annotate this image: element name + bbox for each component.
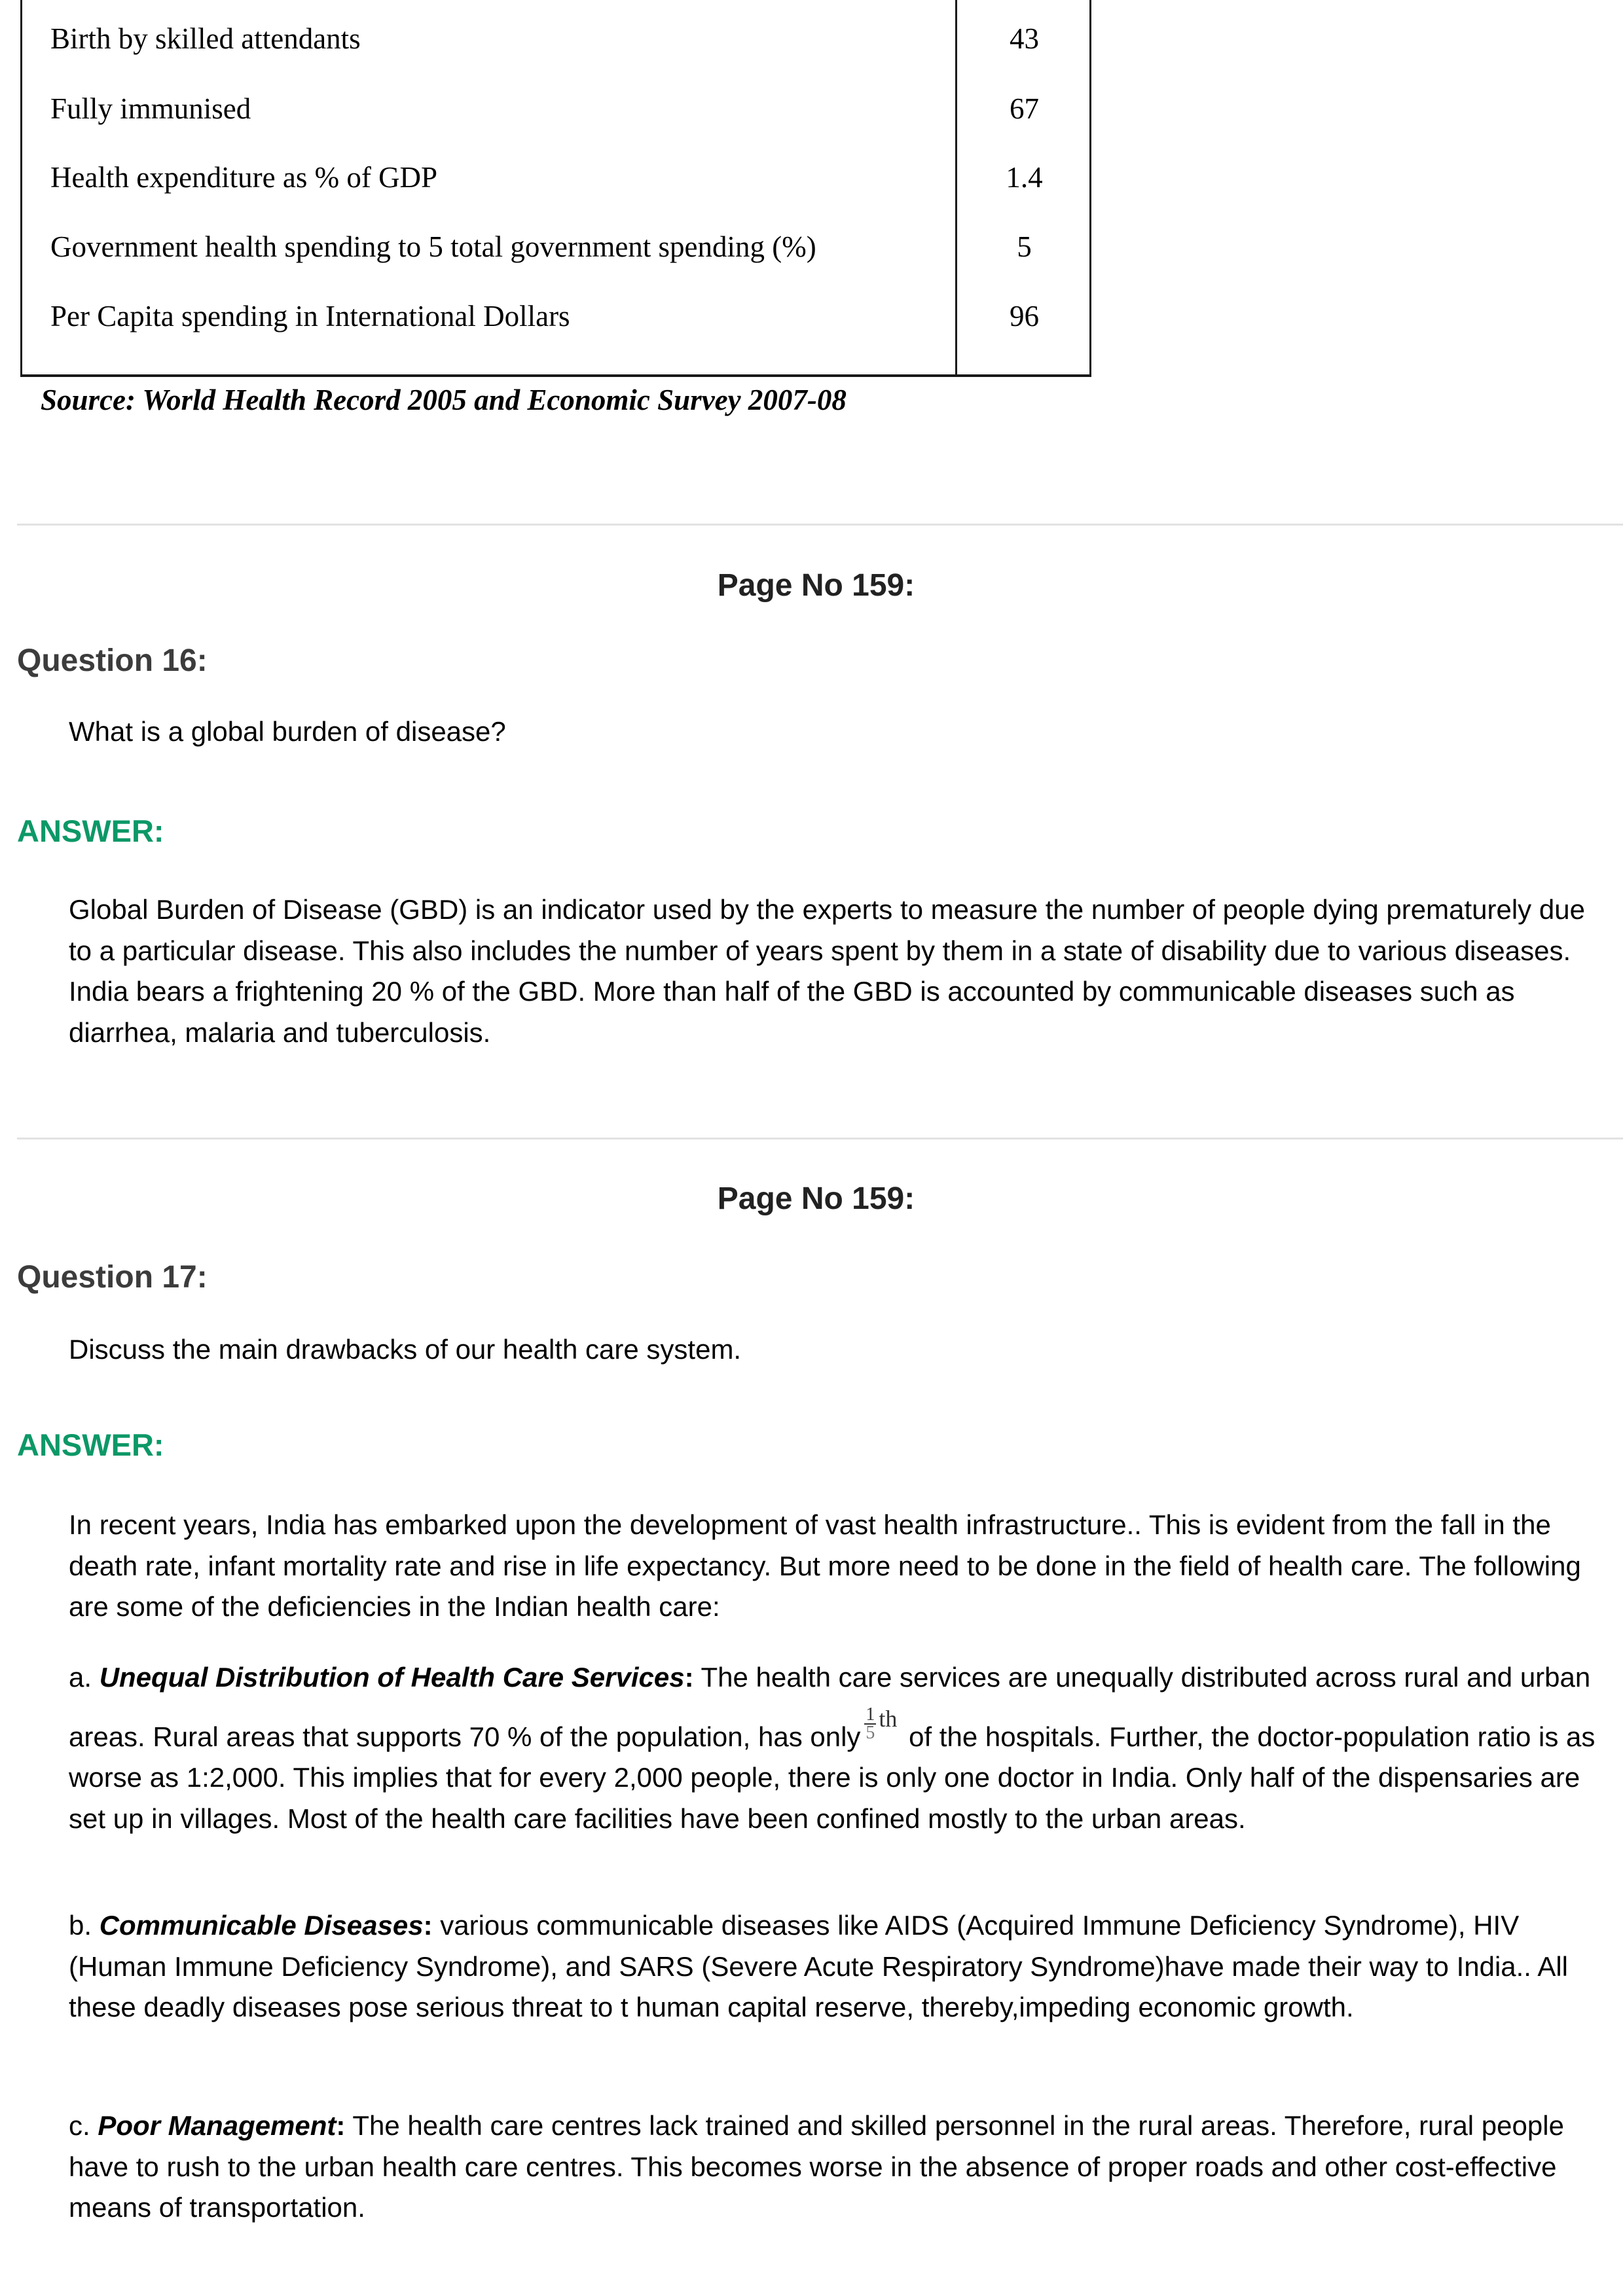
page-number-heading: Page No 159: — [717, 1181, 915, 1216]
question-text: What is a global burden of disease? — [69, 716, 506, 747]
fraction-suffix: th — [879, 1705, 898, 1732]
table-row-label: Birth by skilled attendants — [50, 22, 361, 55]
answer-label: ANSWER: — [17, 1427, 164, 1462]
table-row-value: 5 — [1017, 230, 1032, 263]
point-marker: b. — [69, 1910, 92, 1941]
point-marker: a. — [69, 1662, 92, 1693]
point-colon: : — [336, 2110, 346, 2141]
answer-paragraph: Global Burden of Disease (GBD) is an indicator used by the experts to measure the number of people dying prematurely due to a particular disease. This also includes the number of years spent by them in a state of disability due to various diseases. India bears a frightening 20 % of the GBD. More than half of the GBD is accounted by communicable diseases such as diarrhea, malaria and tuberculosis. — [69, 894, 1585, 1048]
section-divider — [17, 524, 1623, 526]
point-text-continued: of the hospitals. Further, the doctor-population ratio is as worse as 1:2,000. This implies that for every 2,000 people, there is only one doctor in India. Only half of the dispensaries are set up in villages. Most of the health care facilities have been confined mostly to the urban areas. — [69, 1721, 1596, 1834]
point-heading: Communicable Diseases — [99, 1910, 424, 1941]
fraction-numerator: 1 — [866, 1704, 875, 1725]
answer-point-a — [69, 1657, 1614, 1839]
page-number-heading: Page No 159: — [717, 568, 915, 603]
fraction-one-fifth — [864, 1706, 876, 1742]
question-label: Question 16: — [17, 643, 208, 678]
fraction-denominator: 5 — [866, 1722, 875, 1743]
point-colon: : — [423, 1910, 433, 1941]
answer-intro-paragraph: In recent years, India has embarked upon the development of vast health infrastructure.. This is evident from the fall in the death rate, infant mortality rate and rise in life expectancy. But more need to be done in the field of health care. The following are some of the deficiencies in the Indian health care: — [69, 1509, 1581, 1622]
point-heading: Poor Management — [98, 2110, 337, 2141]
table-row-value: 96 — [1010, 300, 1039, 332]
question-text: Discuss the main drawbacks of our health care system. — [69, 1334, 742, 1365]
table-row-value: 43 — [1010, 22, 1039, 55]
answer-label: ANSWER: — [17, 814, 164, 848]
point-heading: Unequal Distribution of Health Care Services — [99, 1662, 685, 1693]
table-row-label: Per Capita spending in International Dollars — [50, 300, 570, 332]
section-divider — [17, 1138, 1623, 1139]
table-row-value: 1.4 — [1006, 161, 1043, 194]
point-colon: : — [684, 1662, 694, 1693]
table-row-label: Health expenditure as % of GDP — [50, 161, 438, 194]
table-row-label: Government health spending to 5 total government spending (%) — [50, 230, 816, 263]
table-row-label: Fully immunised — [50, 92, 251, 125]
point-text: various communicable diseases like AIDS (Acquired Immune Deficiency Syndrome), HIV (Human Immune Deficiency Syndrome), and SARS (Severe Acute Respiratory Syndrome)have made their way to India.. All these deadly diseases pose serious threat to t human capital reserve, thereby,impeding economic growth. — [69, 1910, 1569, 2022]
question-label: Question 17: — [17, 1260, 208, 1295]
point-marker: c. — [69, 2110, 90, 2141]
point-text: The health care services are unequally distributed across rural and urban areas. Rural areas that supports 70 % of the population, has only — [69, 1662, 1591, 1752]
table-source-note: Source: World Health Record 2005 and Economic Survey 2007-08 — [41, 384, 847, 416]
point-text: The health care centres lack trained and skilled personnel in the rural areas. Therefore, rural people have to rush to the urban health care centres. This becomes worse in the absence of proper roads and other cost-effective means of transportation. — [69, 2110, 1564, 2223]
table-row-value: 67 — [1010, 92, 1039, 125]
answer-point-b — [69, 1905, 1614, 2028]
answer-point-c — [69, 2106, 1614, 2229]
